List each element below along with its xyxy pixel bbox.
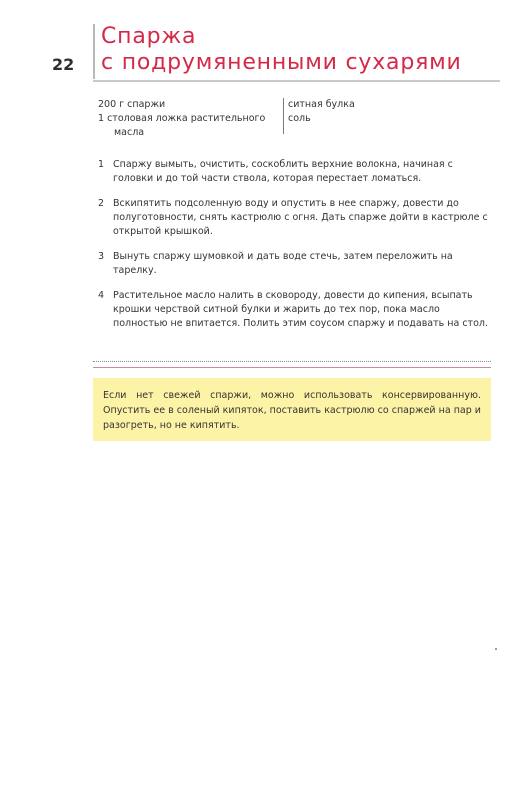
recipe-title-line-1: Спаржа (101, 24, 197, 49)
recipe-steps (98, 158, 493, 342)
step-number: 4 (98, 290, 105, 301)
ingredient-text: 1 столовая ложка растительного (98, 113, 266, 124)
tip-note-text: Если нет свежей спаржи, можно использовать консервированную. Опустить ее в соленый кипяток, поставить кастрюлю со спаржей на пар и разогреть, но не кипятить. (103, 390, 481, 431)
ingredient-text: 200 г спаржи (98, 99, 166, 110)
step-number: 3 (98, 251, 105, 262)
step-number: 2 (98, 198, 105, 209)
recipe-step (98, 250, 493, 278)
tip-note-box (93, 378, 491, 441)
step-text: Вскипятить подсоленную воду и опустить в нее спаржу, довести до полуготовности, снять кастрюлю с огня. Дать спарже дойти в кастрюле с открытой крышкой. (113, 198, 488, 237)
ingredient-item (98, 112, 282, 140)
ingredient-text-continued: масла (114, 127, 145, 138)
ingredients-column-divider (283, 98, 284, 134)
recipe-step (98, 158, 493, 186)
scan-speck (495, 648, 497, 650)
step-text: Вынуть спаржу шумовкой и дать воде стечь, затем переложить на тарелку. (113, 251, 453, 276)
ingredients-column-right (288, 98, 448, 126)
recipe-step (98, 197, 493, 239)
ingredient-item (98, 98, 282, 112)
page-number: 22 (52, 55, 75, 74)
header-divider (93, 80, 500, 82)
step-text: Спаржу вымыть, очистить, соскоблить верхние волокна, начиная с головки и до той части ствола, которая перестает ломаться. (113, 159, 453, 184)
ingredient-item (288, 112, 448, 126)
step-text: Растительное масло налить в сковороду, довести до кипения, всыпать крошки черствой ситной булки и жарить до тех пор, пока масло полностью не впитается. Полить этим соусом спаржу и подавать на стол. (113, 290, 488, 329)
recipe-step (98, 289, 493, 331)
dotted-divider (93, 361, 491, 362)
ingredient-text: соль (288, 113, 311, 124)
step-number: 1 (98, 159, 105, 170)
ingredient-text: ситная булка (288, 99, 355, 110)
ingredient-item (288, 98, 448, 112)
recipe-title (93, 24, 503, 79)
accent-divider (93, 367, 491, 368)
ingredients-column-left (98, 98, 282, 140)
recipe-title-line-2: с подрумяненными сухарями (101, 50, 462, 75)
